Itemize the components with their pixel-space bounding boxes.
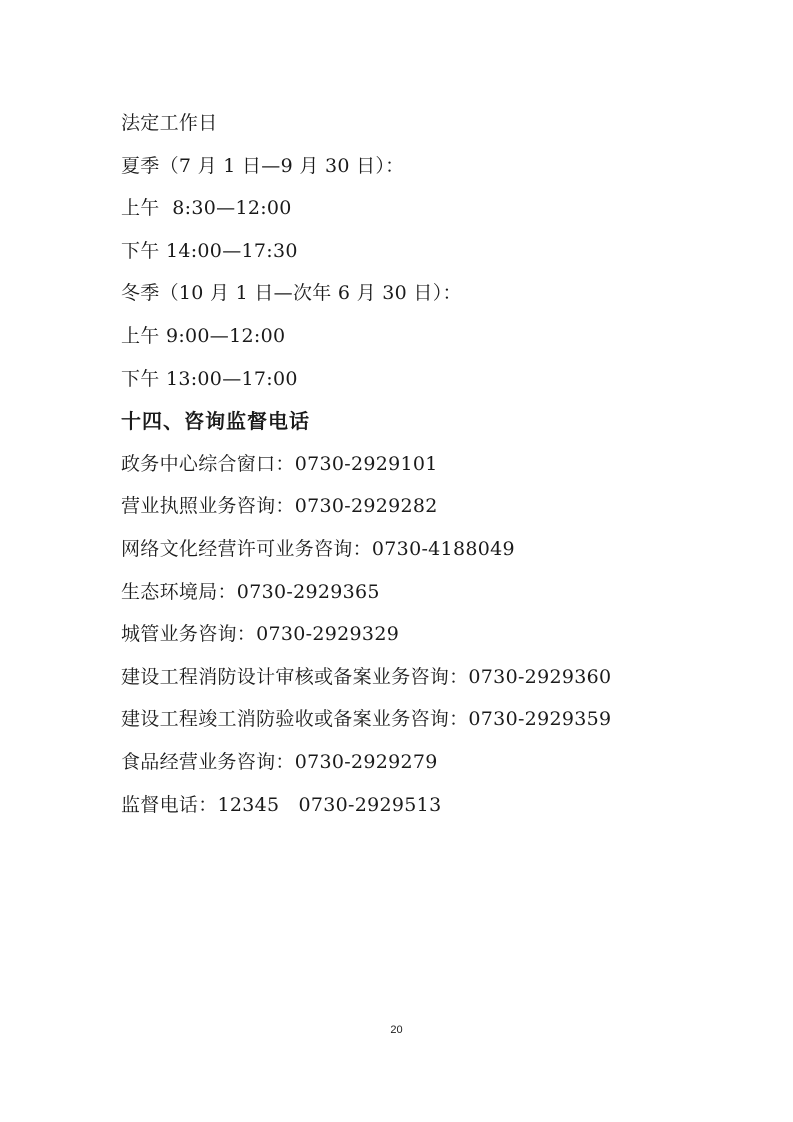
contact-line: 建设工程消防设计审核或备案业务咨询：0730-2929360 <box>121 665 612 688</box>
workday-label: 法定工作日 <box>121 112 218 134</box>
contact-line: 政务中心综合窗口：0730-2929101 <box>121 452 438 475</box>
contact-line: 食品经营业务咨询：0730-2929279 <box>121 750 438 773</box>
contact-line: 生态环境局：0730-2929365 <box>121 580 380 603</box>
winter-afternoon-hours: 下午 13:00—17:00 <box>121 367 298 390</box>
winter-label: 冬季（10 月 1 日—次年 6 月 30 日）： <box>121 282 462 305</box>
summer-label: 夏季（7 月 1 日—9 月 30 日）： <box>121 154 405 177</box>
contact-line: 营业执照业务咨询：0730-2929282 <box>121 495 438 518</box>
winter-morning-hours: 上午 9:00—12:00 <box>121 324 286 347</box>
supervision-hotline: 监督电话：12345 0730-2929513 <box>121 793 442 816</box>
section-heading-contacts: 十四、咨询监督电话 <box>121 409 310 434</box>
contact-line: 网络文化经营许可业务咨询：0730-4188049 <box>121 537 515 560</box>
page-number: 20 <box>390 1024 403 1036</box>
page-content <box>121 102 721 826</box>
summer-afternoon-hours: 下午 14:00—17:30 <box>121 239 298 262</box>
summer-morning-hours: 上午 8:30—12:00 <box>121 197 292 220</box>
contact-line: 建设工程竣工消防验收或备案业务咨询：0730-2929359 <box>121 708 612 731</box>
contact-line: 城管业务咨询：0730-2929329 <box>121 623 400 646</box>
